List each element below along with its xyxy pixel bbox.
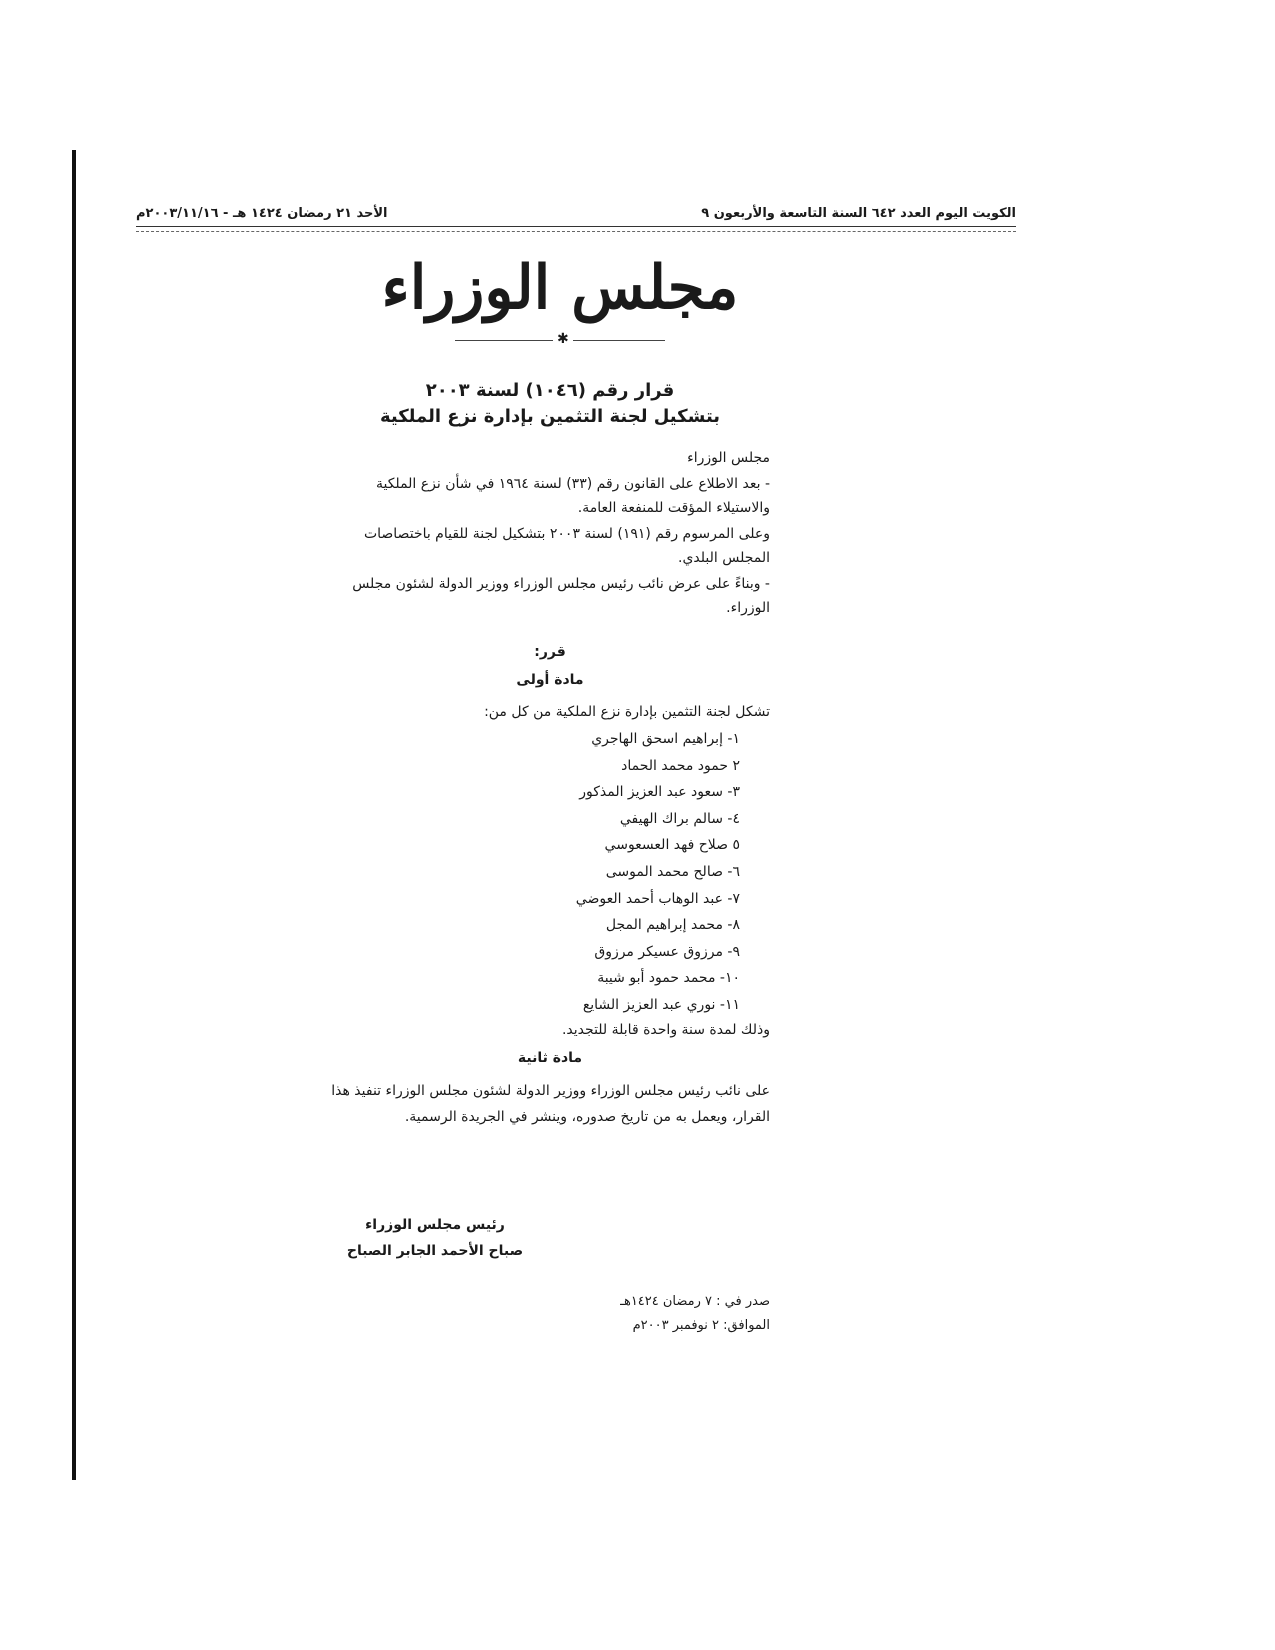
ornament-star-icon: ✱	[553, 331, 573, 347]
issue-info: الكويت اليوم العدد ٦٤٢ السنة التاسعة والأربعون ٩	[701, 206, 1016, 221]
list-item: ٧- عبد الوهاب أحمد العوضي	[575, 890, 740, 907]
list-item: ٢ حمود محمد الحماد	[621, 757, 740, 774]
preamble	[330, 446, 770, 622]
decree-number: قرار رقم (١٠٤٦) لسنة ٢٠٠٣	[425, 380, 675, 401]
issued-hijri-date: صدر في : ٧ رمضان ١٤٢٤هـ	[620, 1294, 770, 1309]
list-item: ٣- سعود عبد العزيز المذكور	[579, 784, 740, 801]
list-item: ٤- سالم براك الهيفي	[619, 810, 740, 827]
committee-duration: وذلك لمدة سنة واحدة قابلة للتجديد.	[561, 1022, 770, 1038]
committee-members-list	[500, 726, 740, 1019]
issued-gregorian-date: الموافق: ٢ نوفمبر ٢٠٠٣م	[632, 1318, 770, 1333]
section-masthead: مجلس الوزراء	[381, 253, 739, 323]
list-item: ٦- صالح محمد الموسى	[605, 863, 740, 880]
list-item: ٩- مرزوق عسيكر مرزوق	[594, 943, 740, 960]
preamble-paragraph-3: - وبناءً على عرض نائب رئيس مجلس الوزراء ووزير الدولة لشئون مجلس الوزراء.	[352, 576, 770, 616]
decree-subject: بتشكيل لجنة التثمين بإدارة نزع الملكية	[379, 406, 721, 427]
article-2-text: على نائب رئيس مجلس الوزراء ووزير الدولة لشئون مجلس الوزراء تنفيذ هذا القرار، ويعمل به من تاريخ صدوره، وينشر في الجريدة الرسمية.	[331, 1083, 770, 1125]
list-item: ٥ صلاح فهد العسعوسي	[604, 837, 740, 854]
article-1-heading: مادة أولى	[516, 672, 584, 688]
preamble-paragraph-1: - بعد الاطلاع على القانون رقم (٣٣) لسنة ١٩٦٤ في شأن نزع الملكية والاستيلاء المؤقت للمنفعة العامة.	[375, 476, 770, 516]
issue-dates	[590, 1290, 770, 1338]
issue-date: الأحد ٢١ رمضان ١٤٢٤ هـ - ٢٠٠٣/١١/١٦م	[136, 206, 388, 221]
list-item: ١٠- محمد حمود أبو شيبة	[597, 970, 740, 987]
list-item: ١- إبراهيم اسحق الهاجري	[591, 731, 740, 747]
page-margin-rule	[72, 150, 76, 1480]
signatory-title: رئيس مجلس الوزراء	[365, 1217, 505, 1233]
decree-title	[330, 378, 770, 430]
article-2-heading: مادة ثانية	[517, 1050, 583, 1066]
preamble-paragraph-2: وعلى المرسوم رقم (١٩١) لسنة ٢٠٠٣ بتشكيل لجنة للقيام باختصاصات المجلس البلدي.	[363, 526, 770, 566]
list-item: ٨- محمد إبراهيم المجل	[605, 917, 740, 934]
masthead-ornament	[455, 331, 665, 347]
preamble-council: مجلس الوزراء	[687, 450, 770, 466]
list-item: ١١- نوري عبد العزيز الشايع	[582, 996, 740, 1013]
signature-block	[330, 1212, 540, 1264]
article-1-intro: تشكل لجنة التثمين بإدارة نزع الملكية من كل من:	[484, 704, 770, 720]
decree-heading: قرر:	[534, 644, 566, 660]
header-divider	[136, 226, 1016, 232]
signatory-name: صباح الأحمد الجابر الصباح	[346, 1243, 524, 1259]
